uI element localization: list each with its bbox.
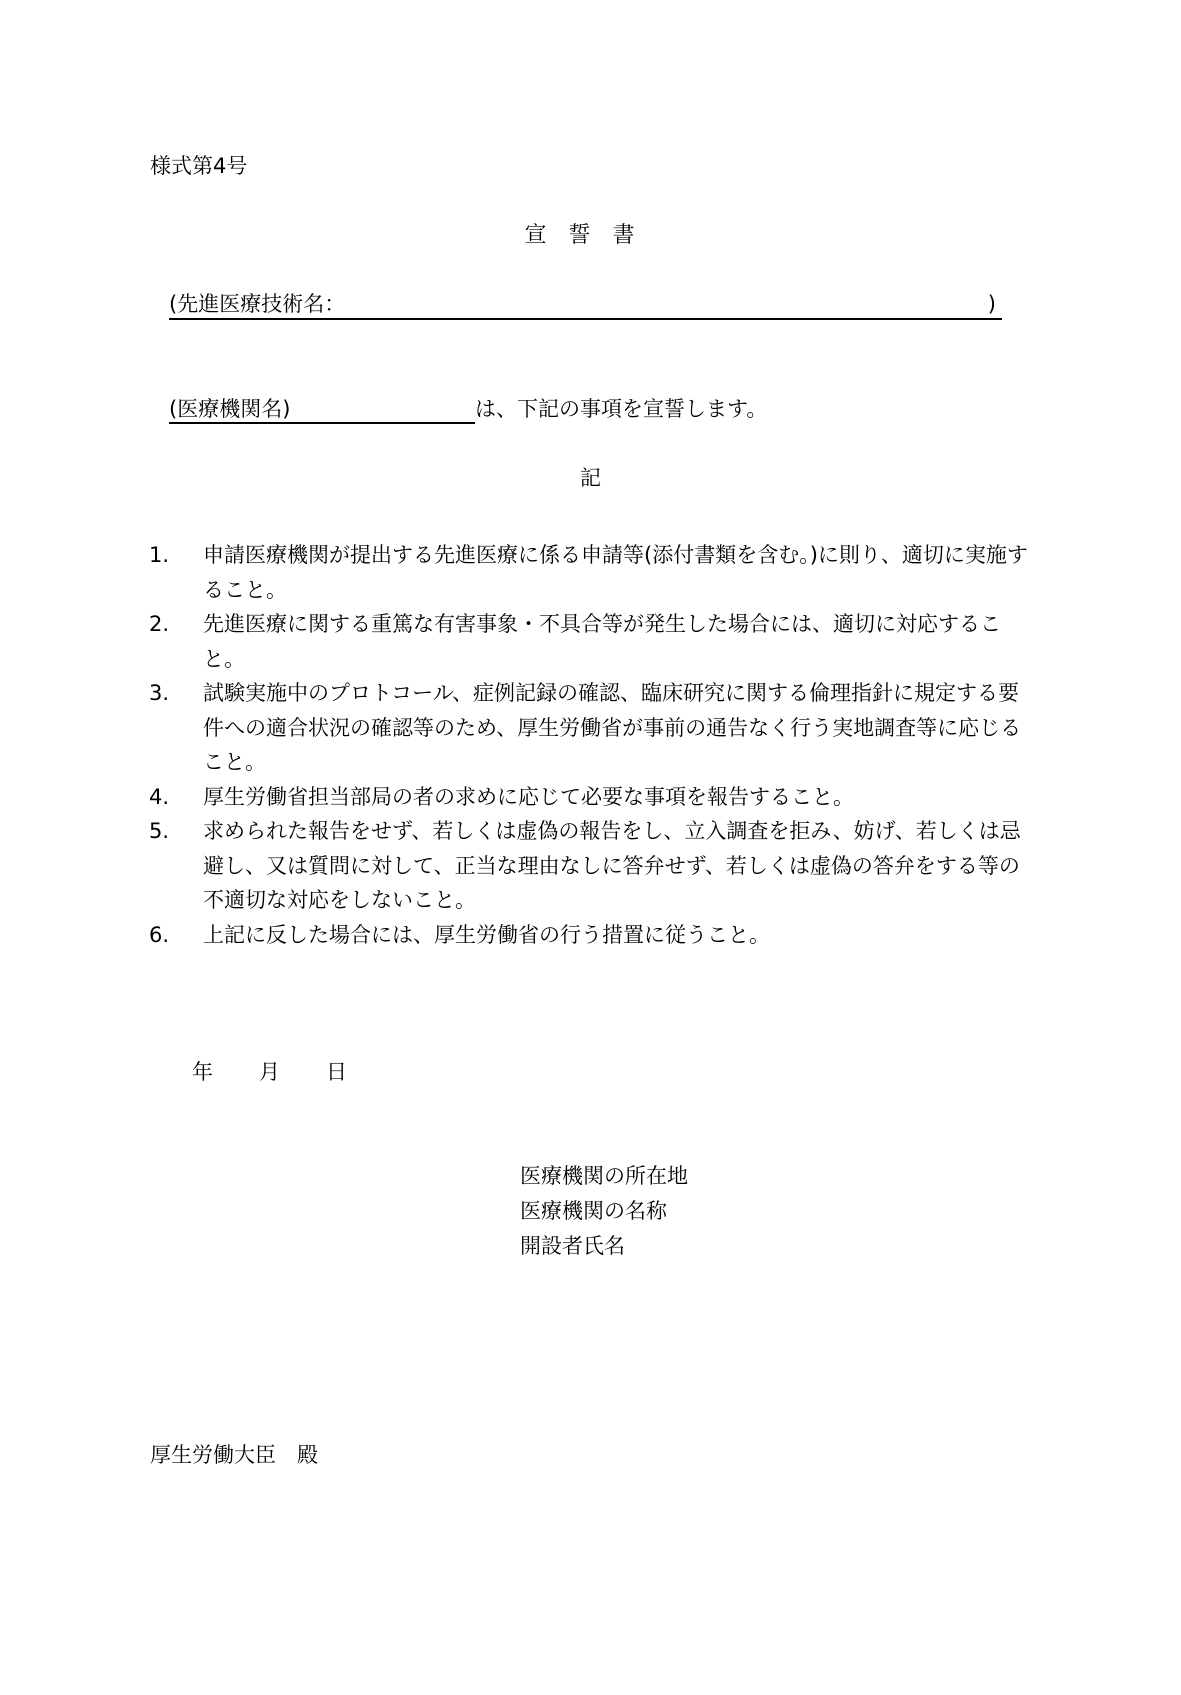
- list-item: [149, 607, 1039, 676]
- ki-heading: 記: [580, 466, 601, 490]
- list-item: [149, 538, 1039, 607]
- item-text: 先進医療に関する重篤な有害事象・不具合等が発生した場合には、適切に対応すること。: [203, 612, 1001, 671]
- list-item: [149, 814, 1039, 918]
- signature-founder: 開設者氏名: [520, 1234, 625, 1258]
- tech-name-label: (先進医療技術名：: [169, 292, 346, 316]
- document-title: 宣誓書: [524, 223, 657, 248]
- institution-label: (医療機関名): [169, 399, 475, 424]
- list-item: [149, 780, 1039, 815]
- oath-items: [149, 538, 1039, 952]
- date-day: 日: [326, 1060, 347, 1084]
- list-item: [149, 918, 1039, 953]
- form-number: 様式第4号: [150, 154, 248, 178]
- signature-address: 医療機関の所在地: [520, 1164, 688, 1188]
- item-number: 6.: [149, 922, 170, 947]
- item-text: 厚生労働省担当部局の者の求めに応じて必要な事項を報告すること。: [203, 784, 854, 809]
- item-number: 2.: [149, 612, 170, 636]
- item-text: 申請医療機関が提出する先進医療に係る申請等(添付書類を含む。)に則り、適切に実施すること。: [203, 543, 1028, 602]
- date-month: 月: [259, 1060, 280, 1084]
- signature-institution-name: 医療機関の名称: [520, 1199, 667, 1223]
- item-text: 上記に反した場合には、厚生労働省の行う措置に従うこと。: [203, 922, 770, 947]
- tech-name-close: ): [987, 292, 996, 316]
- date-year: 年: [192, 1060, 213, 1084]
- item-number: 1.: [149, 543, 170, 567]
- institution-line: [169, 399, 767, 424]
- institution-statement: は、下記の事項を宣誓します。: [475, 397, 768, 421]
- item-text: 求められた報告をせず、若しくは虚偽の報告をし、立入調査を拒み、妨げ、若しくは忌避し、又は質問に対して、正当な理由なしに答弁せず、若しくは虚偽の答弁をする等の不適切な対応をしないこと。: [203, 819, 1021, 912]
- item-number: 5.: [149, 819, 170, 843]
- tech-name-field: [169, 294, 1002, 320]
- item-number: 4.: [149, 784, 170, 809]
- list-item: [149, 676, 1039, 780]
- addressee: 厚生労働大臣 殿: [150, 1443, 318, 1467]
- item-number: 3.: [149, 681, 170, 705]
- item-text: 試験実施中のプロトコール、症例記録の確認、臨床研究に関する倫理指針に規定する要件への適合状況の確認等のため、厚生労働省が事前の通告なく行う実地調査等に応じること。: [203, 681, 1022, 774]
